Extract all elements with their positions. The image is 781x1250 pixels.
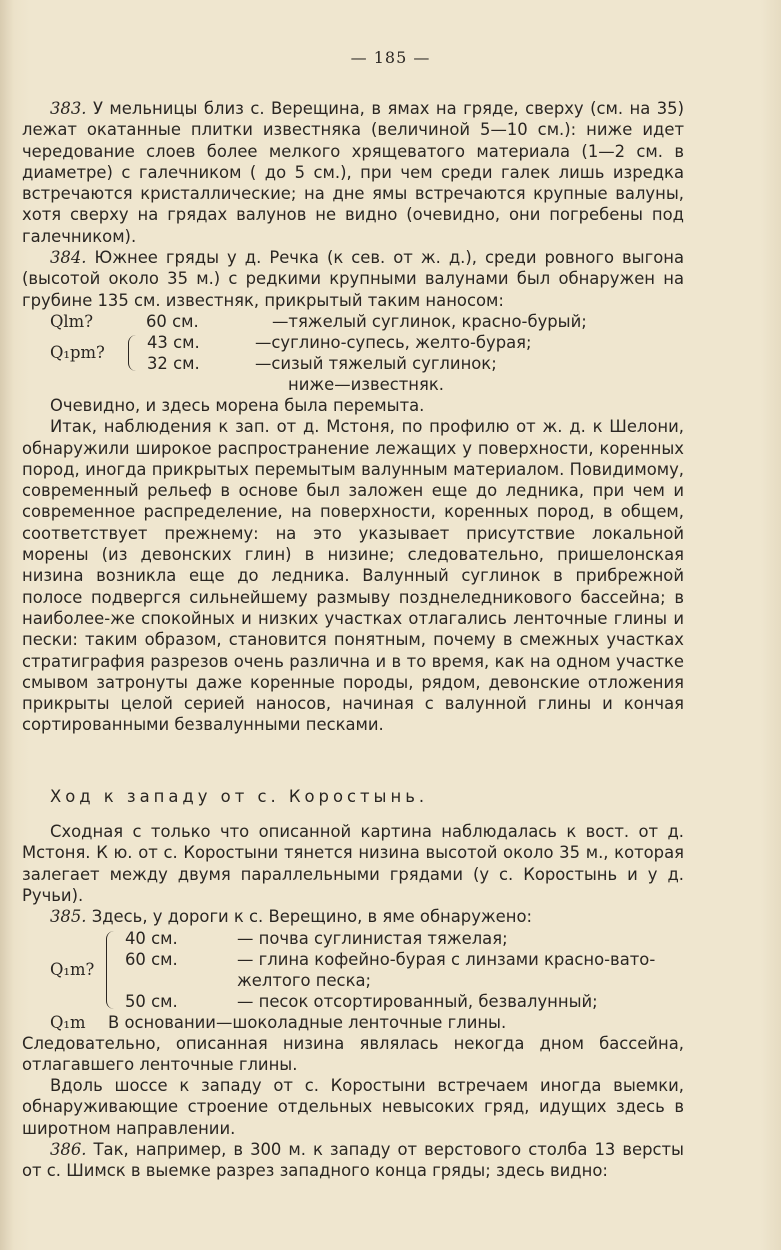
profile-row	[147, 353, 684, 374]
layer-depth: 40 см.	[125, 928, 178, 948]
section-number: 384.	[50, 248, 87, 268]
page-text	[22, 98, 684, 1182]
profile-row	[125, 991, 684, 1012]
profile-row	[125, 928, 684, 949]
layer-description: —суглино-супесь, желто-бурая;	[255, 332, 532, 352]
page-number: — 185 —	[350, 48, 431, 67]
stratum-symbol: Q₁m	[50, 1012, 86, 1032]
profile-block	[22, 928, 684, 1012]
brace	[128, 335, 141, 371]
section-text: У мельницы близ с. Верещина, в ямах на гряде, сверху (см. на 35) лежат окатанные плитки известняка (величиной 5—10 см.): ниже идет чередование слоев более мелкого хрящеватого материала (1—2 см. в диаметре) с галечником ( до 5 см.), при чем среди галек лишь изредка встречаются кристаллические; на дне ямы встречаются крупные валуны, хотя сверху на грядах валунов не видно (очевидно, они погребены под галечником).	[22, 99, 684, 246]
layer-description: — почва суглинистая тяжелая;	[237, 928, 508, 948]
profile-row	[22, 311, 684, 332]
section-number: 386.	[50, 1139, 87, 1159]
section-text: Здесь, у дороги к с. Верещино, в яме обнаружено:	[91, 907, 533, 927]
paragraph: Очевидно, и здесь морена была перемыта.	[50, 395, 425, 415]
layer-depth: 43 см.	[147, 332, 200, 352]
layer-depth: 60 см.	[146, 311, 199, 331]
section-text: Южнее гряды у д. Речка (к сев. от ж. д.), среди ровного выгона (высотой около 35 м.) с редкими крупными валунами был обнаружен на грубине 135 см. известняк, прикрытый таким наносом:	[22, 248, 685, 310]
layer-depth: 32 см.	[147, 353, 200, 373]
section-383	[22, 98, 684, 247]
section-text: Так, например, в 300 м. к западу от верстового столба 13 версты от с. Шимск в выемке разрез западного конца гряды; здесь видно:	[22, 1139, 684, 1181]
layer-description: —сизый тяжелый суглинок;	[255, 353, 497, 373]
stratum-symbol: Q₁pm?	[50, 343, 105, 363]
paragraph: Следовательно, описанная низина являлась некогда дном бассейна, отлагавшего ленточные глины.	[22, 1033, 684, 1074]
layer-description: ниже—известняк.	[288, 374, 444, 394]
brace	[106, 931, 119, 1009]
profile-row	[22, 374, 684, 395]
layer-depth: 50 см.	[125, 991, 178, 1011]
stratum-symbol: Qlm?	[50, 311, 94, 331]
section-384	[22, 247, 684, 311]
section-number: 383.	[50, 99, 87, 118]
section-heading: Ход к западу от с. Коростынь.	[50, 786, 429, 806]
layer-description: — песок отсортированный, безвалунный;	[237, 991, 598, 1011]
paragraph: Итак, наблюдения к зап. от д. Мстоня, по профилю от ж. д. к Шелони, обнаружили широкое распространение лежащих у поверхности, коренных пород, иногда прикрытых перемытым валунным материалом. Повидимому, современный рельеф в основе был заложен еще до ледника, при чем и современное распределение, на поверхности, коренных пород, в общем, соответствует прежнему: на это указывает присутствие локальной морены (из девонских глин) в низине; следовательно, пришелонская низина возникла еще до ледника. Валунный суглинок в прибрежной полосе подвергся сильнейшему размыву позднеледникового бассейна; в наиболее-же спокойных и низких участках отлагались ленточные глины и пески: таким образом, становится понятным, почему в смежных участках стратиграфия разрезов очень различна и в то время, как на одном участке смывом затронуты даже коренные породы, рядом, девонские отложения прикрыты целой серией наносов, начиная с валунной глины и кончая сортированными безвалунными песками.	[22, 417, 684, 735]
section-number: 385.	[50, 907, 87, 927]
profile-block	[22, 332, 684, 374]
layer-description: —тяжелый суглинок, красно-бурый;	[272, 311, 587, 331]
layer-description: — глина кофейно-бурая с линзами красно-вато-желтого песка;	[237, 949, 656, 990]
section-386	[22, 1139, 684, 1182]
paragraph: Вдоль шоссе к западу от с. Коростыни встречаем иногда выемки, обнаруживающие строение отдельных невысоких гряд, идущих здесь в широтном направлении.	[22, 1076, 684, 1138]
paragraph: Сходная с только что описанной картина наблюдалась к вост. от д. Мстоня. К ю. от с. Коростыни тянется низина высотой около 35 м., которая залегает между двумя параллельными грядами (у с. Коростынь и у д. Ручьи).	[22, 822, 684, 905]
stratum-symbol: Q₁m?	[50, 959, 95, 979]
profile-row	[22, 1012, 684, 1033]
profile-row	[125, 949, 684, 991]
layer-depth: 60 см.	[125, 949, 178, 969]
layer-description: В основании—шоколадные ленточные глины.	[108, 1012, 507, 1032]
profile-row	[147, 332, 684, 353]
section-385	[22, 906, 684, 927]
